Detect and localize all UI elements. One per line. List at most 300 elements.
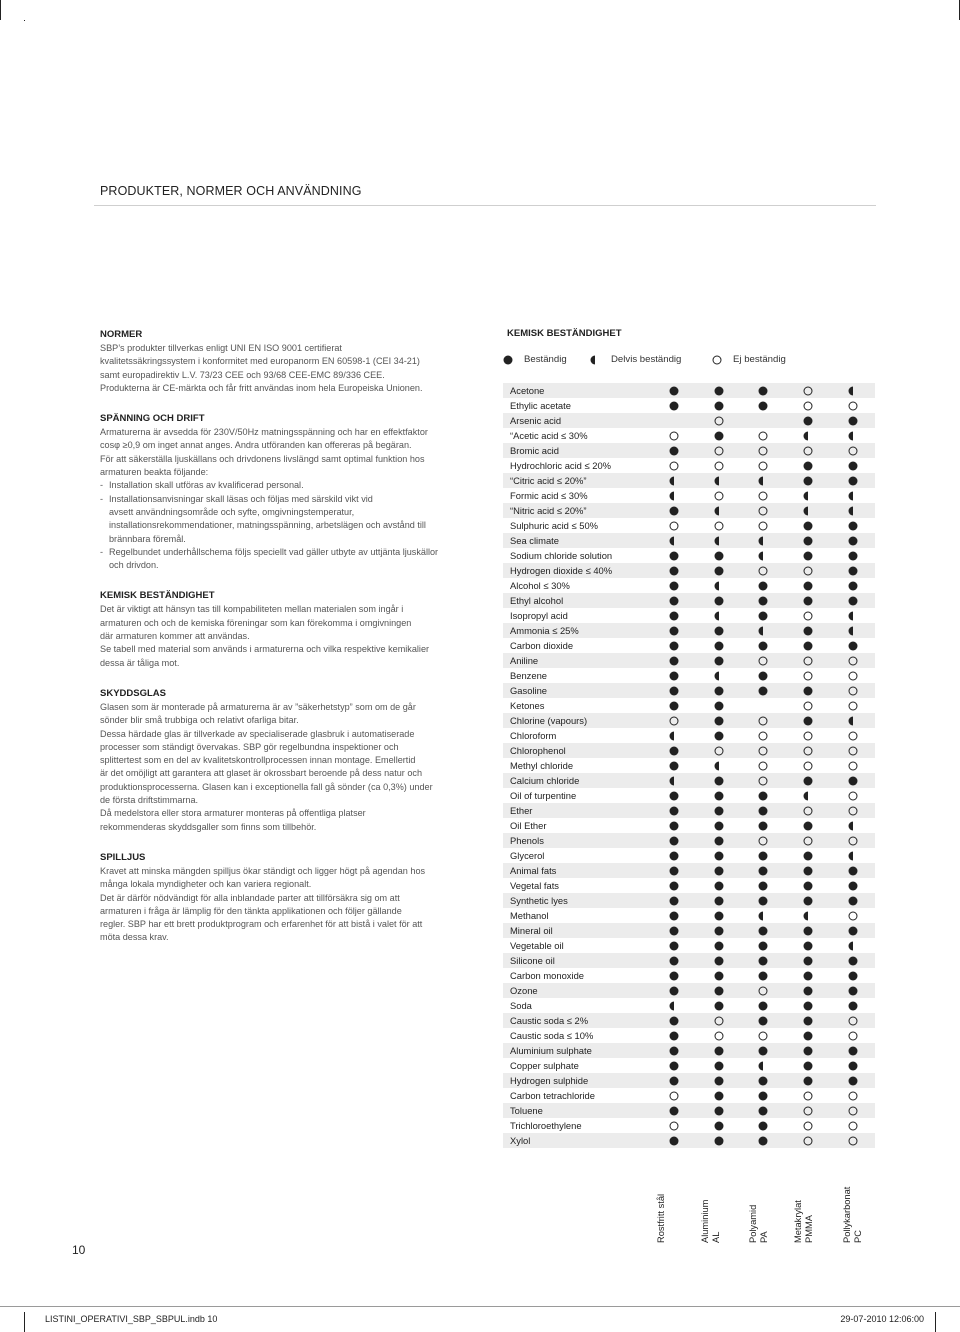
chemical-name: Caustic soda ≤ 2% — [503, 1013, 652, 1028]
resistance-cell — [652, 428, 697, 443]
full-circle-icon — [758, 671, 768, 681]
resistance-cell — [786, 548, 831, 563]
resistance-cell — [786, 668, 831, 683]
resistance-cell — [830, 818, 875, 833]
full-circle-icon — [848, 1001, 858, 1011]
text-line: Se tabell med material som används i armaturerna och vilka respektive kemikalier — [100, 644, 430, 655]
resistance-cell — [652, 638, 697, 653]
full-circle-icon — [714, 1076, 724, 1086]
empty-circle-icon — [803, 611, 813, 621]
column-label-stainless — [656, 1163, 680, 1243]
chemical-name: Benzene — [510, 670, 548, 681]
resistance-cell — [830, 473, 875, 488]
resistance-cell — [830, 953, 875, 968]
resistance-cell — [652, 983, 697, 998]
section-skyddsglas — [100, 687, 445, 834]
empty-circle-icon — [758, 746, 768, 756]
table-row — [503, 698, 875, 713]
chemical-name: Vegetal fats — [510, 880, 559, 891]
full-circle-icon — [669, 836, 679, 846]
resistance-cell — [786, 1133, 831, 1148]
legend-label-full: Beständig — [524, 354, 567, 365]
text-line: kvalitetssäkringssystem i konformitet med europanorm EN 60598-1 (CEI 34-21) — [100, 356, 420, 367]
resistance-cell — [652, 593, 697, 608]
full-circle-icon — [669, 1061, 679, 1071]
resistance-cell — [741, 638, 786, 653]
resistance-cell — [741, 1028, 786, 1043]
resistance-cell — [652, 608, 697, 623]
full-circle-icon — [848, 536, 858, 546]
chemical-name: Carbon dioxide — [510, 640, 574, 651]
full-circle-icon — [758, 641, 768, 651]
resistance-cell — [652, 443, 697, 458]
resistance-cell — [652, 1133, 697, 1148]
resistance-cell — [786, 683, 831, 698]
text-line: - Installationsanvisningar skall läsas och följas med särskild vikt vid — [109, 493, 373, 504]
resistance-cell — [786, 443, 831, 458]
resistance-cell — [696, 503, 741, 518]
resistance-cell — [741, 458, 786, 473]
chemical-name: “Acetic acid ≤ 30% — [510, 430, 588, 441]
text-line: sönder blir små trubbiga och relativt ofarliga bitar. — [100, 715, 299, 726]
resistance-cell — [786, 1103, 831, 1118]
table-row — [503, 728, 875, 743]
resistance-cell — [741, 578, 786, 593]
resistance-cell — [741, 983, 786, 998]
full-circle-icon — [714, 1046, 724, 1056]
full-circle-icon — [758, 1106, 768, 1116]
resistance-cell — [741, 488, 786, 503]
resistance-cell — [652, 1028, 697, 1043]
half-circle-icon — [714, 611, 724, 621]
chemical-name: Calcium chloride — [503, 773, 652, 788]
resistance-cell — [696, 578, 741, 593]
resistance-cell — [786, 1088, 831, 1103]
half-circle-icon — [758, 626, 768, 636]
chemical-name: Isopropyl acid — [510, 610, 568, 621]
table-row — [503, 998, 875, 1013]
table-body — [503, 383, 875, 1148]
resistance-cell — [786, 1043, 831, 1058]
empty-circle-icon — [758, 761, 768, 771]
table-row — [503, 833, 875, 848]
table-row — [503, 623, 875, 638]
chemical-name: Acetone — [503, 383, 652, 398]
resistance-cell — [786, 953, 831, 968]
full-circle-icon — [714, 626, 724, 636]
full-circle-icon — [714, 551, 724, 561]
table-row — [503, 503, 875, 518]
half-circle-icon — [848, 431, 858, 441]
empty-circle-icon — [803, 656, 813, 666]
full-circle-icon — [669, 596, 679, 606]
table-row — [503, 923, 875, 938]
full-circle-icon — [714, 806, 724, 816]
table-row — [503, 563, 875, 578]
page-title: PRODUKTER, NORMER OCH ANVÄNDNING — [100, 184, 362, 198]
resistance-cell — [696, 1043, 741, 1058]
resistance-legend — [503, 354, 883, 370]
resistance-cell — [652, 563, 697, 578]
full-circle-icon — [758, 821, 768, 831]
resistance-cell — [830, 863, 875, 878]
empty-circle-icon — [669, 716, 679, 726]
full-circle-icon — [758, 791, 768, 801]
resistance-cell — [786, 698, 831, 713]
resistance-cell — [696, 848, 741, 863]
footer-timestamp: 29-07-2010 12:06:00 — [840, 1314, 924, 1324]
text-line: Det är viktigt att hänsyn tas till kompabiliteten mellan materialen som ingår i — [100, 604, 404, 615]
empty-circle-icon — [714, 746, 724, 756]
header-divider — [94, 205, 876, 206]
full-circle-icon — [758, 1136, 768, 1146]
full-circle-icon — [714, 401, 724, 411]
resistance-cell — [696, 1088, 741, 1103]
full-circle-icon — [669, 1046, 679, 1056]
spanning-list — [100, 479, 445, 572]
resistance-cell — [652, 848, 697, 863]
full-circle-icon — [669, 551, 679, 561]
empty-circle-icon — [848, 686, 858, 696]
full-circle-icon — [669, 851, 679, 861]
full-circle-icon — [714, 776, 724, 786]
resistance-cell — [741, 593, 786, 608]
resistance-cell — [696, 413, 741, 428]
full-circle-icon — [848, 1076, 858, 1086]
column-label-polyamide — [748, 1163, 772, 1243]
full-circle-icon — [803, 416, 813, 426]
table-row — [503, 1013, 875, 1028]
footer-divider — [0, 1306, 960, 1307]
text-line: Glasen som är monterade på armaturerna är av ”säkerhetstyp” som om de går — [100, 701, 416, 712]
full-circle-icon — [803, 941, 813, 951]
full-circle-icon — [714, 701, 724, 711]
full-circle-icon — [848, 461, 858, 471]
full-circle-icon — [803, 551, 813, 561]
resistance-cell — [741, 698, 786, 713]
list-item — [100, 546, 445, 573]
resistance-cell — [652, 803, 697, 818]
resistance-cell — [786, 608, 831, 623]
chemical-name: Glycerol — [510, 850, 545, 861]
resistance-cell — [741, 668, 786, 683]
table-row — [503, 938, 875, 953]
empty-circle-icon — [714, 416, 724, 426]
empty-circle-icon — [758, 986, 768, 996]
full-circle-icon — [669, 911, 679, 921]
text-line: rekommenderas skyddsgaller som finns som tillbehör. — [100, 821, 317, 832]
resistance-cell — [741, 1088, 786, 1103]
half-circle-icon — [669, 536, 679, 546]
column-label-line2: PMMA — [804, 1215, 814, 1243]
half-circle-icon — [714, 476, 724, 486]
table-row — [503, 428, 875, 443]
resistance-cell — [741, 413, 786, 428]
resistance-cell — [652, 518, 697, 533]
resistance-cell — [830, 638, 875, 653]
full-circle-icon — [669, 1016, 679, 1026]
full-circle-icon — [803, 956, 813, 966]
half-circle-icon — [758, 551, 768, 561]
empty-circle-icon — [803, 806, 813, 816]
half-circle-icon — [590, 355, 600, 365]
heading-spanning: SPÄNNING OCH DRIFT — [100, 413, 205, 425]
resistance-cell — [652, 503, 697, 518]
heading-spilljus: SPILLJUS — [100, 851, 146, 863]
resistance-cell — [741, 473, 786, 488]
half-circle-icon — [848, 506, 858, 516]
resistance-cell — [652, 578, 697, 593]
text-line: SBP’s produkter tillverkas enligt UNI EN ISO 9001 certifierat — [100, 343, 342, 353]
resistance-cell — [652, 893, 697, 908]
resistance-cell — [741, 383, 786, 398]
chemical-name: Gasoline — [503, 683, 652, 698]
resistance-cell — [830, 968, 875, 983]
resistance-cell — [696, 548, 741, 563]
legend-label-none: Ej beständig — [733, 354, 786, 365]
resistance-cell — [696, 473, 741, 488]
empty-circle-icon — [848, 791, 858, 801]
table-row — [503, 1103, 875, 1118]
legend-item-partial — [590, 354, 681, 365]
chemical-name: Aluminium sulphate — [503, 1043, 652, 1058]
resistance-cell — [696, 908, 741, 923]
full-circle-icon — [714, 656, 724, 666]
table-row — [503, 953, 875, 968]
resistance-cell — [696, 638, 741, 653]
resistance-cell — [830, 593, 875, 608]
empty-circle-icon — [848, 1016, 858, 1026]
resistance-cell — [652, 488, 697, 503]
half-circle-icon — [669, 476, 679, 486]
full-circle-icon — [803, 1031, 813, 1041]
resistance-cell — [786, 803, 831, 818]
text-line: Det är därför nödvändigt för alla inblandade parter att tillförsäkra sig om att — [100, 892, 400, 903]
heading-skyddsglas: SKYDDSGLAS — [100, 687, 166, 699]
full-circle-icon — [848, 986, 858, 996]
half-circle-icon — [848, 941, 858, 951]
resistance-cell — [830, 518, 875, 533]
chemical-name: Synthetic lyes — [503, 893, 652, 908]
resistance-cell — [786, 1058, 831, 1073]
chemical-name: Arsenic acid — [503, 413, 652, 428]
resistance-cell — [830, 893, 875, 908]
page-number: 10 — [72, 1243, 86, 1257]
empty-circle-icon — [714, 1031, 724, 1041]
resistance-cell — [786, 788, 831, 803]
resistance-cell — [830, 458, 875, 473]
resistance-cell — [786, 713, 831, 728]
empty-circle-icon — [848, 1031, 858, 1041]
resistance-cell — [741, 683, 786, 698]
table-row — [503, 548, 875, 563]
chemical-name: Hydrogen sulphide — [503, 1073, 652, 1088]
table-row — [503, 773, 875, 788]
full-circle-icon — [669, 581, 679, 591]
full-circle-icon — [714, 686, 724, 696]
empty-circle-icon — [848, 761, 858, 771]
resistance-cell — [696, 443, 741, 458]
full-circle-icon — [848, 521, 858, 531]
text-line: Då medelstora eller stora armaturer monteras på offentliga platser — [100, 808, 366, 819]
resistance-cell — [830, 503, 875, 518]
half-circle-icon — [803, 791, 813, 801]
resistance-cell — [786, 533, 831, 548]
resistance-cell — [830, 938, 875, 953]
resistance-cell — [741, 773, 786, 788]
full-circle-icon — [669, 1106, 679, 1116]
resistance-cell — [696, 1013, 741, 1028]
empty-circle-icon — [669, 521, 679, 531]
resistance-cell — [741, 968, 786, 983]
full-circle-icon — [714, 866, 724, 876]
text-line: och drivdon. — [109, 560, 159, 571]
full-circle-icon — [669, 746, 679, 756]
resistance-cell — [830, 1058, 875, 1073]
full-circle-icon — [848, 641, 858, 651]
full-circle-icon — [803, 776, 813, 786]
full-circle-icon — [803, 986, 813, 996]
chemical-name: Chlorine (vapours) — [503, 713, 652, 728]
resistance-cell — [741, 428, 786, 443]
resistance-cell — [696, 818, 741, 833]
table-row — [503, 398, 875, 413]
resistance-cell — [741, 398, 786, 413]
resistance-cell — [786, 1073, 831, 1088]
full-circle-icon — [714, 986, 724, 996]
empty-circle-icon — [758, 566, 768, 576]
resistance-cell — [741, 1118, 786, 1133]
resistance-cell — [696, 1058, 741, 1073]
resistance-cell — [696, 923, 741, 938]
table-row — [503, 533, 875, 548]
crop-mark-top-left — [0, 0, 1, 20]
chemical-name: Xylol — [503, 1133, 652, 1148]
empty-circle-icon — [803, 1091, 813, 1101]
resistance-cell — [741, 713, 786, 728]
full-circle-icon — [669, 791, 679, 801]
resistance-cell — [652, 998, 697, 1013]
full-circle-icon — [848, 776, 858, 786]
full-circle-icon — [758, 1001, 768, 1011]
resistance-cell — [830, 488, 875, 503]
empty-circle-icon — [803, 446, 813, 456]
half-circle-icon — [803, 491, 813, 501]
full-circle-icon — [803, 866, 813, 876]
chemical-name: Ammonia ≤ 25% — [503, 623, 652, 638]
resistance-cell — [741, 623, 786, 638]
full-circle-icon — [714, 791, 724, 801]
resistance-cell — [830, 1043, 875, 1058]
resistance-cell — [786, 623, 831, 638]
resistance-cell — [741, 653, 786, 668]
full-circle-icon — [669, 941, 679, 951]
list-item — [100, 479, 445, 492]
table-row — [503, 518, 875, 533]
full-circle-icon — [758, 1076, 768, 1086]
resistance-cell — [652, 683, 697, 698]
full-circle-icon — [714, 566, 724, 576]
chemical-name: Ketones — [510, 700, 545, 711]
full-circle-icon — [758, 596, 768, 606]
full-circle-icon — [758, 581, 768, 591]
resistance-cell — [652, 863, 697, 878]
text-line: processer som ständigt övervakas. SBP gör regelbundna inspektioner och — [100, 741, 399, 752]
full-circle-icon — [669, 566, 679, 576]
full-circle-icon — [848, 1046, 858, 1056]
chemical-name: Chlorophenol — [503, 743, 652, 758]
full-circle-icon — [714, 836, 724, 846]
full-circle-icon — [758, 881, 768, 891]
resistance-cell — [696, 533, 741, 548]
column-label-line1: Polyamid — [748, 1204, 758, 1243]
resistance-cell — [741, 1133, 786, 1148]
half-circle-icon — [714, 536, 724, 546]
resistance-cell — [741, 533, 786, 548]
half-circle-icon — [848, 626, 858, 636]
half-circle-icon — [714, 671, 724, 681]
full-circle-icon — [669, 671, 679, 681]
resistance-cell — [696, 653, 741, 668]
chemical-name: Animal fats — [503, 863, 652, 878]
resistance-cell — [786, 968, 831, 983]
full-circle-icon — [848, 866, 858, 876]
column-label-line2: PA — [759, 1231, 769, 1243]
resistance-cell — [696, 623, 741, 638]
chemical-name: Ether — [503, 803, 652, 818]
resistance-cell — [652, 1013, 697, 1028]
empty-circle-icon — [758, 836, 768, 846]
text-line: är det omöjligt att garantera att glaset är okrossbart beroende på dess natur och — [100, 768, 423, 779]
resistance-cell — [830, 578, 875, 593]
resistance-cell — [830, 398, 875, 413]
table-row — [503, 908, 875, 923]
table-row — [503, 1088, 875, 1103]
resistance-cell — [741, 998, 786, 1013]
full-circle-icon — [848, 881, 858, 891]
resistance-cell — [696, 1028, 741, 1043]
resistance-cell — [830, 698, 875, 713]
empty-circle-icon — [803, 1136, 813, 1146]
resistance-cell — [830, 1088, 875, 1103]
table-row — [503, 413, 875, 428]
text-line: Installation skall utföras av kvalificerad personal. — [109, 480, 304, 491]
resistance-cell — [652, 773, 697, 788]
resistance-cell — [786, 863, 831, 878]
resistance-cell — [830, 383, 875, 398]
resistance-cell — [830, 803, 875, 818]
half-circle-icon — [714, 761, 724, 771]
full-circle-icon — [669, 986, 679, 996]
table-row — [503, 458, 875, 473]
chemical-name: Vegetable oil — [510, 940, 564, 951]
resistance-cell — [830, 743, 875, 758]
table-row — [503, 848, 875, 863]
table-row — [503, 1073, 875, 1088]
full-circle-icon — [803, 926, 813, 936]
resistance-cell — [786, 458, 831, 473]
resistance-cell — [830, 608, 875, 623]
resistance-cell — [696, 998, 741, 1013]
resistance-cell — [696, 758, 741, 773]
empty-circle-icon — [758, 521, 768, 531]
full-circle-icon — [848, 476, 858, 486]
full-circle-icon — [669, 506, 679, 516]
resistance-cell — [696, 488, 741, 503]
column-label-line1: Pollykarbonat — [842, 1186, 852, 1243]
resistance-cell — [786, 923, 831, 938]
resistance-cell — [830, 683, 875, 698]
